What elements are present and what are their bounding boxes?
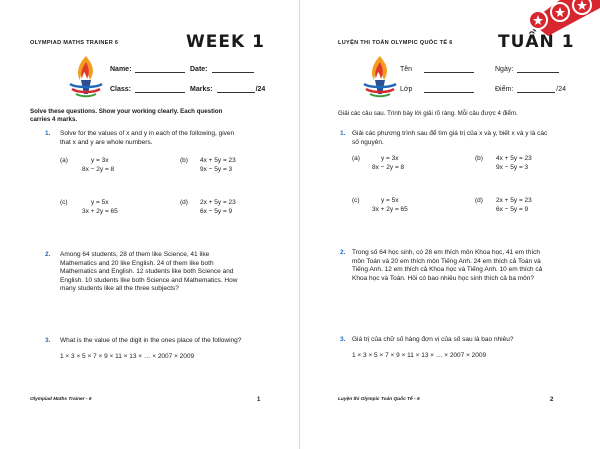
series-title: LUYỆN THI TOÁN OLYMPIC QUỐC TẾ 6 bbox=[338, 40, 453, 46]
q1-part-label: (c) bbox=[60, 199, 68, 206]
q1-part-label: (d) bbox=[180, 199, 188, 206]
question-2-text: Among 64 students, 28 of them like Science, 41 like Mathematics and 20 like English. 24 of them like both Mathematics and English. 12 students like both Science and English. 10 students like both Science and Mathematics. How many students like all the three subjects? bbox=[60, 251, 238, 292]
q1-part-equations: y = 3x 8x − 2y = 8 bbox=[82, 157, 115, 173]
marks-field: Điểm: /24 bbox=[495, 86, 567, 93]
marks-field: Marks: /24 bbox=[190, 86, 266, 93]
q1-part-equations: 2x + 5y = 23 6x − 5y = 9 bbox=[200, 199, 236, 215]
footer-title: Olympiad Maths Trainer - 6 bbox=[30, 397, 92, 402]
page-right bbox=[300, 0, 600, 449]
question-3-text: What is the value of the digit in the ones place of the following? bbox=[60, 337, 242, 344]
q1-part-equations: 4x + 5y = 23 9x − 5y = 3 bbox=[496, 155, 532, 171]
q1-part-label: (a) bbox=[60, 157, 68, 164]
name-field: Name: bbox=[110, 66, 185, 73]
olympic-torch-logo bbox=[66, 52, 106, 102]
q1-part-equations: y = 3x 8x − 2y = 8 bbox=[372, 155, 405, 171]
page-number: 2 bbox=[550, 397, 554, 403]
week-label: WEEK 1 bbox=[186, 32, 265, 52]
olympic-torch-logo bbox=[360, 52, 400, 102]
instructions: Giải các câu sau. Trình bày lời giải rõ ràng. Mỗi câu được 4 điểm. bbox=[338, 110, 518, 117]
week-label: TUẦN 1 bbox=[498, 32, 575, 52]
q1-part-equations: 4x + 5y = 23 9x − 5y = 3 bbox=[200, 157, 236, 173]
class-field: Lớp bbox=[400, 86, 474, 93]
class-field: Class: bbox=[110, 86, 185, 93]
q1-part-equations: 2x + 5y = 23 6x − 5y = 9 bbox=[496, 197, 532, 213]
date-field: Date: bbox=[190, 66, 254, 73]
q1-part-label: (b) bbox=[180, 157, 188, 164]
question-2-text: Trong số 64 học sinh, có 28 em thích môn Khoa học, 41 em thích môn Toán và 20 em thích môn Tiếng Anh. 24 em thích cả Toán và Tiếng Anh. 12 em thích cả Khoa học và Tiếng Anh. 10 em thích cả Khoa học và Toán. Hỏi có bao nhiêu học sinh thích cả ba môn? bbox=[352, 249, 543, 282]
question-1-number: 1. bbox=[340, 130, 346, 137]
date-field: Ngày: bbox=[495, 66, 559, 73]
question-1-number: 1. bbox=[45, 130, 51, 137]
page-number: 1 bbox=[257, 397, 261, 403]
q1-part-label: (a) bbox=[352, 155, 360, 162]
star-badge-decoration bbox=[520, 0, 600, 36]
question-1-text: Giải các phương trình sau để tìm giá trị của x và y, biết x và y là các số nguyên. bbox=[352, 130, 548, 146]
question-3-number: 3. bbox=[340, 336, 346, 343]
question-3-formula: 1 × 3 × 5 × 7 × 9 × 11 × 13 × … × 2007 × 2009 bbox=[352, 352, 487, 359]
question-2-number: 2. bbox=[45, 251, 51, 258]
q1-part-label: (b) bbox=[475, 155, 483, 162]
instructions: Solve these questions. Show your working clearly. Each question carries 4 marks. bbox=[30, 108, 223, 123]
q1-part-equations: y = 5x 3x + 2y = 65 bbox=[372, 197, 408, 213]
q1-part-label: (c) bbox=[352, 197, 360, 204]
question-1-text: Solve for the values of x and y in each of the following, given that x and y are whole numbers. bbox=[60, 130, 235, 146]
question-3-text: Giá trị của chữ số hàng đơn vị của số sau là bao nhiêu? bbox=[352, 336, 514, 343]
question-2-number: 2. bbox=[340, 249, 346, 256]
name-field: Tên bbox=[400, 66, 474, 73]
question-3-number: 3. bbox=[45, 337, 51, 344]
footer-title: Luyện thi Olympic Toán Quốc Tế - 6 bbox=[338, 397, 420, 402]
question-3-formula: 1 × 3 × 5 × 7 × 9 × 11 × 13 × … × 2007 × 2009 bbox=[60, 353, 195, 360]
q1-part-label: (d) bbox=[475, 197, 483, 204]
series-title: OLYMPIAD MATHS TRAINER 6 bbox=[30, 40, 119, 46]
q1-part-equations: y = 5x 3x + 2y = 65 bbox=[82, 199, 118, 215]
